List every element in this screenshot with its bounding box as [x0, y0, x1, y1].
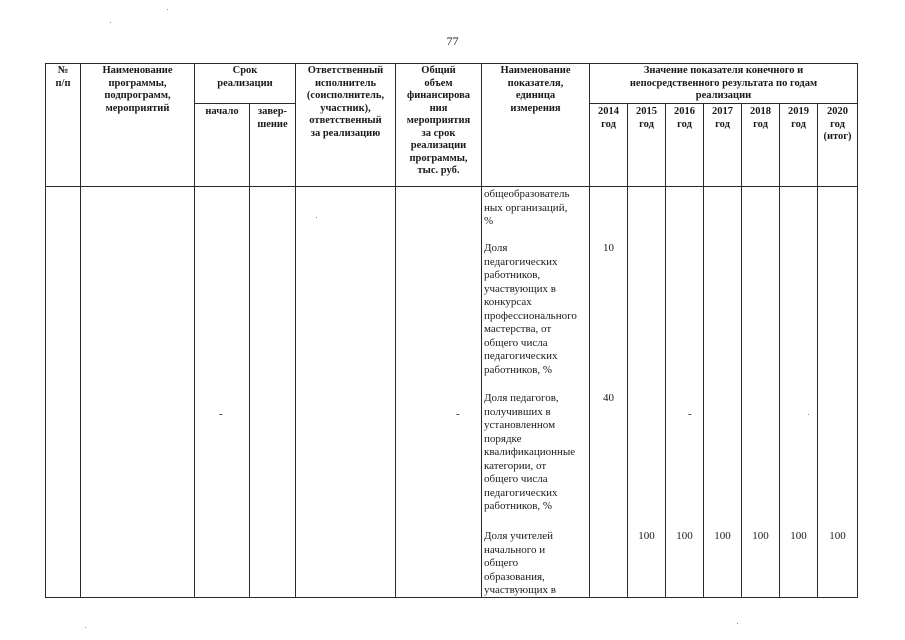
table-top-border [45, 63, 857, 64]
scan-speck [85, 627, 86, 628]
header-year-2020: 2020 год (итог) [823, 106, 852, 142]
header-year-2016: 2016 год [674, 106, 695, 130]
header-year-2015: 2015 год [636, 106, 657, 130]
financing-dash: - [456, 408, 460, 420]
term-start-dash: - [219, 408, 223, 420]
col-border-12 [779, 103, 780, 598]
scan-speck [737, 623, 738, 624]
year-2016-dash: - [688, 408, 692, 420]
col-border-3 [249, 103, 250, 598]
header-year-2019: 2019 год [788, 106, 809, 130]
value-2015-row-3: 100 [638, 530, 655, 542]
value-2018-row-3: 100 [752, 530, 769, 542]
header-responsible: Ответственный исполнитель (соисполнитель, участник), ответственный за реализацию [306, 65, 385, 139]
col-border-1 [80, 63, 81, 598]
indicator-text-3: Доля учителей начального и общего образования, участвующих в [484, 530, 556, 596]
col-border-4 [295, 63, 296, 598]
header-bottom-border [45, 186, 857, 187]
scan-speck [316, 217, 317, 218]
col-border-9 [665, 103, 666, 598]
value-2020-row-3: 100 [829, 530, 846, 542]
page-number: 77 [446, 34, 459, 48]
header-term: Срок реализации [217, 65, 273, 89]
value-2014-row-1: 10 [603, 242, 614, 254]
header-financing: Общий объем финансирова ния мероприятия за срок реализации программы, тыс. руб. [406, 65, 471, 176]
indicator-text-1: Доля педагогических работников, участвующих в конкурсах профессионального мастерства, от общего числа педагогических работников, % [484, 242, 577, 376]
scan-speck [110, 22, 111, 23]
value-2014-row-2: 40 [603, 392, 614, 404]
col-border-10 [703, 103, 704, 598]
header-num: № п/п [55, 65, 71, 89]
scan-speck [808, 414, 809, 415]
header-term-end: завер- шение [257, 106, 288, 130]
header-values-group: Значение показателя конечного и непосредственного результата по годам реализации [629, 65, 818, 101]
header-year-2018: 2018 год [750, 106, 771, 130]
col-border-11 [741, 103, 742, 598]
col-border-8 [627, 103, 628, 598]
header-name: Наименование программы, подпрограмм, мероприятий [102, 65, 173, 114]
value-2016-row-3: 100 [676, 530, 693, 542]
value-2019-row-3: 100 [790, 530, 807, 542]
header-year-2014: 2014 год [598, 106, 619, 130]
value-2017-row-3: 100 [714, 530, 731, 542]
col-border-13 [817, 103, 818, 598]
scan-speck [167, 9, 168, 10]
indicator-text-0: общеобразователь ных организаций, % [484, 188, 570, 227]
term-header-divider [194, 103, 295, 104]
table-bottom-border [45, 597, 857, 598]
col-border-0 [45, 63, 46, 598]
header-term-start: начало [205, 106, 239, 117]
col-border-2 [194, 63, 195, 598]
header-year-2017: 2017 год [712, 106, 733, 130]
indicator-text-2: Доля педагогов, получивших в установленном порядке квалификационные категории, от общего числа педагогических работников, % [484, 392, 576, 512]
header-indicator: Наименование показателя, единица измерения [500, 65, 571, 114]
